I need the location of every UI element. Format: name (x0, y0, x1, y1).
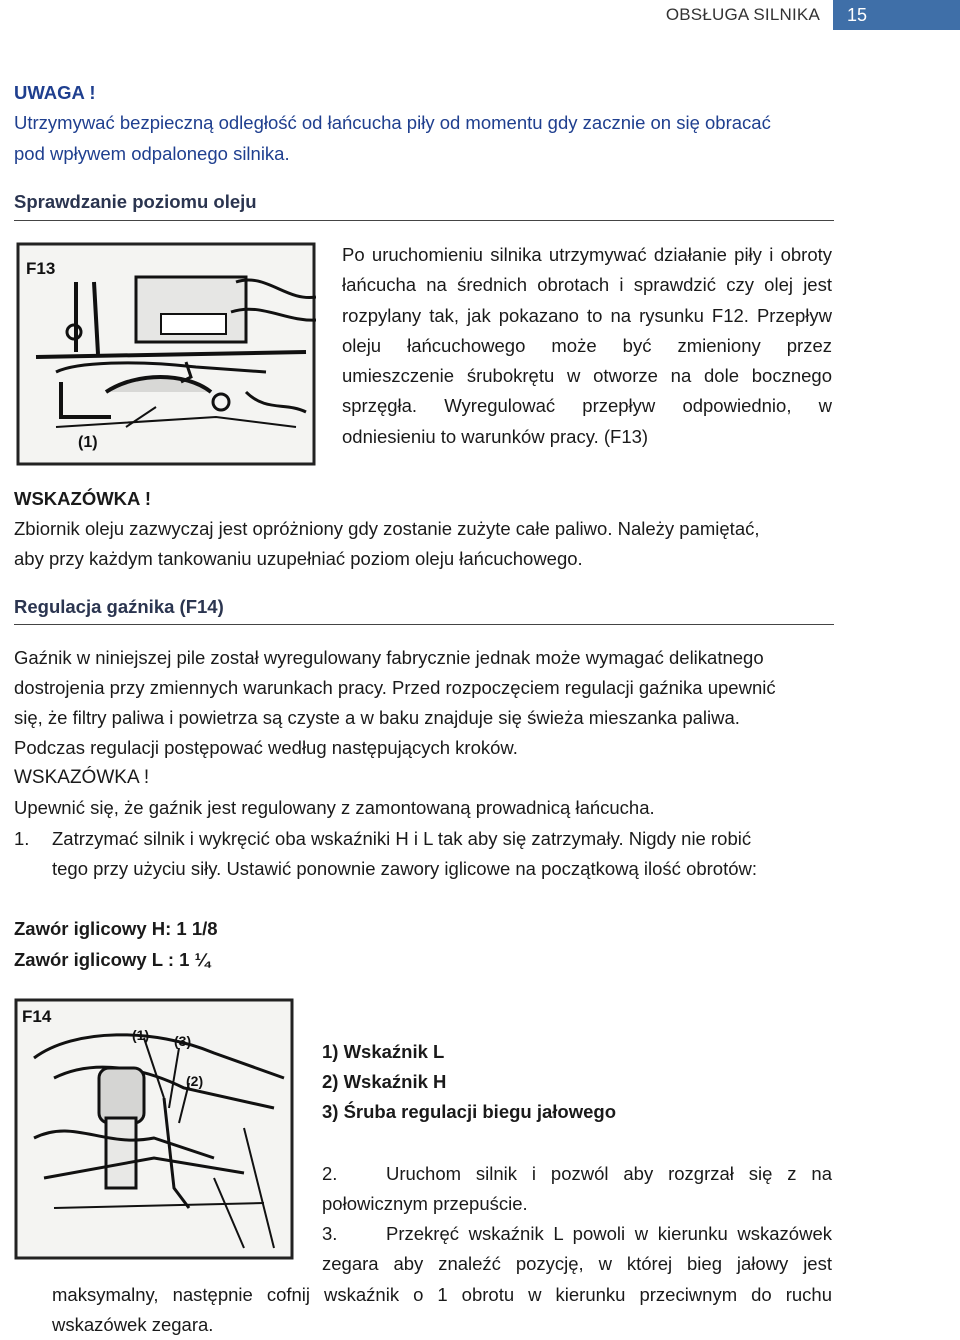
hint-line-2: aby przy każdym tankowaniu uzupełniać poziom oleju łańcuchowego. (14, 548, 583, 569)
warning-line-2: pod wpływem odpalonego silnika. (14, 143, 290, 164)
carb-hint-text: Upewnić się, że gaźnik jest regulowany z zamontowaną prowadnicą łańcucha. (14, 797, 655, 818)
oil-paragraph: Po uruchomieniu silnika utrzymywać działanie piły i obroty łańcucha na średnich obrotach i sprawdzić czy olej jest rozpylany tak, jak pokazano to na rysunku F12. Przepływ oleju łańcuchowego może być zmieniony przez umieszczenie śrubokrętu w otworze na dole bocznego sprzęgła. Wyregulować przepływ odpowiednio, w odniesieniu to warunków pracy. (F13) (342, 244, 832, 447)
valve-h: Zawór iglicowy H: 1 1/8 (14, 918, 218, 939)
heading-divider (14, 624, 834, 625)
hint-line-1: Zbiornik oleju zazwyczaj jest opróżniony gdy zostanie zużyte całe paliwo. Należy pamiętać, (14, 518, 760, 539)
valve-l: Zawór iglicowy L : 1 ¼ (14, 949, 211, 970)
figure-f14-label: F14 (22, 1007, 52, 1026)
figure-f14-callout-1: (1) (132, 1027, 150, 1043)
figure-f13-callout: (1) (78, 434, 98, 451)
figure-f13 (16, 242, 316, 466)
step-2-line-2: połowicznym przepuście. (322, 1193, 528, 1214)
figure-f14-callout-3: (3) (174, 1033, 192, 1049)
figure-f14 (14, 998, 294, 1260)
warning-line-1: Utrzymywać bezpieczną odległość od łańcucha piły od momentu gdy zacznie on się obracać (14, 112, 771, 133)
legend-item-1: 1) Wskaźnik L (322, 1041, 445, 1062)
step-3-line-1: Przekręć wskaźnik L powoli w kierunku wskazówek (386, 1223, 832, 1244)
step-2-line-1: Uruchom silnik i pozwól aby rozgrzał się z na (386, 1163, 832, 1184)
step-2-number: 2. (322, 1163, 338, 1184)
page-number: 15 (833, 0, 960, 30)
carb-line-2: dostrojenia przy zmiennych warunkach pracy. Przed rozpoczęciem regulacji gaźnika upewnić (14, 677, 776, 698)
oil-section-heading: Sprawdzanie poziomu oleju (14, 191, 257, 212)
section-title: OBSŁUGA SILNIKA (665, 5, 820, 24)
figure-f14-callout-2: (2) (186, 1073, 204, 1089)
step-1-number: 1. (14, 828, 30, 849)
step-1-line-2: tego przy użyciu siły. Ustawić ponownie zawory iglicowe na początkową ilość obrotów: (52, 858, 758, 879)
step-3-number: 3. (322, 1223, 338, 1244)
carb-hint-title: WSKAZÓWKA ! (14, 767, 150, 788)
hint-title: WSKAZÓWKA ! (14, 488, 152, 509)
legend-item-2: 2) Wskaźnik H (322, 1071, 447, 1092)
step-3-line-3: maksymalny, następnie cofnij wskaźnik o 1 obrotu w kierunku przeciwnym do ruchu (52, 1284, 832, 1305)
carb-line-3: się, że filtry paliwa i powietrza są czyste a w baku znajduje się świeża mieszanka paliwa. (14, 707, 740, 728)
step-3-line-2: zegara aby znaleźć pozycję, w której bieg jałowy jest (322, 1253, 832, 1274)
carb-section-heading: Regulacja gaźnika (F14) (14, 596, 224, 617)
figure-f13-label: F13 (26, 259, 56, 278)
warning-title: UWAGA ! (14, 82, 96, 103)
carb-line-1: Gaźnik w niniejszej pile został wyregulowany fabrycznie jednak może wymagać delikatnego (14, 647, 764, 668)
heading-divider (14, 220, 834, 221)
carb-line-4: Podczas regulacji postępować według następujących kroków. (14, 737, 518, 758)
step-1-line-1: Zatrzymać silnik i wykręcić oba wskaźniki H i L tak aby się zatrzymały. Nigdy nie robić (52, 828, 752, 849)
legend-item-3: 3) Śruba regulacji biegu jałowego (322, 1101, 617, 1122)
step-3-line-4: wskazówek zegara. (52, 1314, 214, 1335)
